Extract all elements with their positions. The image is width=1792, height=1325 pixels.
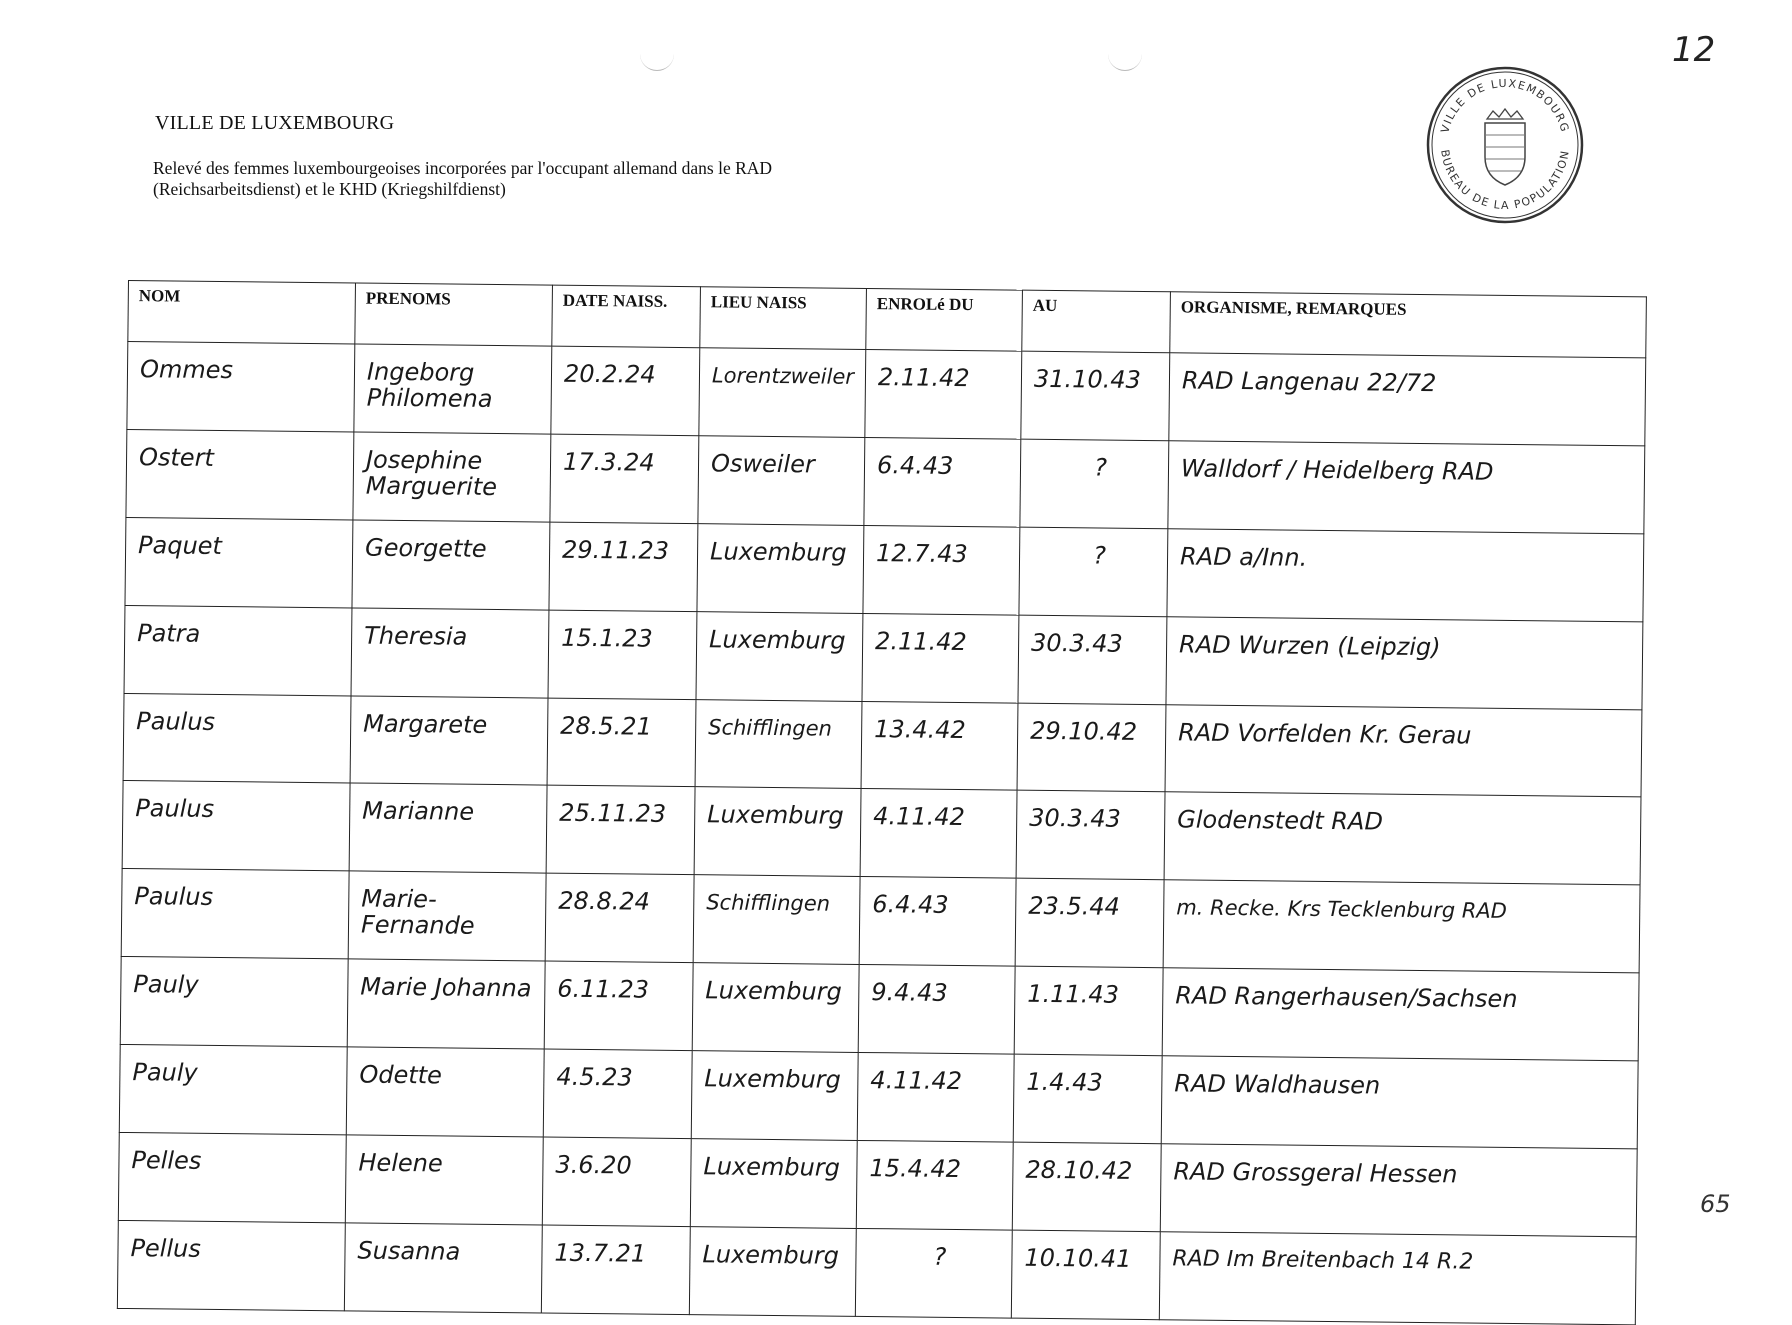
- cell-remarques: RAD Langenau 22/72: [1169, 353, 1646, 446]
- cell-nom: Patra: [124, 605, 352, 695]
- cell-enrole-du: 4.11.42: [857, 1053, 1014, 1143]
- cell-au: ?: [1020, 439, 1169, 528]
- cell-nom: Ommes: [127, 342, 355, 432]
- cell-remarques: Glodenstedt RAD: [1164, 792, 1641, 885]
- punch-hole-left: [640, 52, 674, 71]
- header-description: Relevé des femmes luxembourgeoises incorporées par l'occupant allemand dans le RAD (Reichsarbeitsdienst) et le KHD (Kriegshilfdienst): [153, 158, 773, 199]
- cell-au: 28.10.42: [1012, 1142, 1161, 1231]
- cell-enrole-du: 12.7.43: [863, 525, 1020, 615]
- cell-lieu-naiss: Lorentzweiler: [699, 348, 866, 438]
- column-header: ORGANISME, REMARQUES: [1170, 292, 1647, 358]
- table-row: [117, 1220, 1636, 1324]
- cell-date-naiss: 25.11.23: [546, 786, 695, 875]
- cell-remarques: RAD Vorfelden Kr. Gerau: [1165, 704, 1642, 797]
- cell-nom: Pelles: [118, 1132, 346, 1222]
- cell-date-naiss: 20.2.24: [551, 346, 700, 435]
- table-row: [123, 693, 1642, 797]
- cell-nom: Pellus: [117, 1220, 345, 1310]
- cell-date-naiss: 17.3.24: [550, 434, 699, 523]
- column-header: NOM: [128, 281, 356, 344]
- cell-au: 1.4.43: [1013, 1054, 1162, 1143]
- cell-prenoms: Helene: [345, 1135, 543, 1225]
- svg-text:BUREAU DE LA POPULATION: [1438, 149, 1572, 212]
- cell-enrole-du: 9.4.43: [858, 965, 1015, 1055]
- cell-nom: Paulus: [122, 781, 350, 871]
- cell-enrole-du: 13.4.42: [861, 701, 1018, 791]
- coat-of-arms-icon: [1485, 109, 1525, 185]
- cell-lieu-naiss: Luxemburg: [697, 523, 864, 613]
- cell-nom: Ostert: [126, 429, 354, 519]
- stamp-top-text: VILLE DE LUXEMBOURG: [1438, 76, 1572, 135]
- cell-au: 23.5.44: [1015, 878, 1164, 967]
- cell-au: ?: [1019, 527, 1168, 616]
- table-row: [127, 342, 1646, 446]
- cell-date-naiss: 28.5.21: [547, 698, 696, 787]
- header-city: VILLE DE LUXEMBOURG: [155, 112, 395, 134]
- cell-lieu-naiss: Osweiler: [698, 436, 865, 526]
- column-header: DATE NAISS.: [552, 285, 701, 348]
- cell-prenoms: Odette: [346, 1047, 544, 1137]
- cell-lieu-naiss: Luxemburg: [692, 963, 859, 1053]
- punch-hole-right: [1108, 52, 1142, 71]
- cell-prenoms: Ingeborg Philomena: [354, 344, 552, 434]
- table-row: [125, 517, 1644, 621]
- cell-enrole-du: 15.4.42: [856, 1140, 1013, 1230]
- ledger-table: [118, 280, 1645, 1275]
- stamp-bottom-text: BUREAU DE LA POPULATION: [1438, 148, 1572, 213]
- cell-remarques: RAD Rangerhausen/Sachsen: [1162, 968, 1639, 1061]
- table-row: [122, 781, 1641, 885]
- cell-date-naiss: 6.11.23: [544, 961, 693, 1050]
- svg-text:VILLE DE LUXEMBOURG: [1438, 77, 1571, 134]
- cell-au: 30.3.43: [1018, 615, 1167, 704]
- cell-prenoms: Marie Johanna: [347, 959, 545, 1049]
- cell-prenoms: Marianne: [349, 783, 547, 873]
- column-header: ENROLé DU: [866, 288, 1023, 351]
- cell-enrole-du: 6.4.43: [859, 877, 1016, 967]
- page-number-bottom: 65: [1700, 1190, 1731, 1218]
- cell-prenoms: Susanna: [344, 1223, 542, 1313]
- cell-remarques: Walldorf / Heidelberg RAD: [1168, 441, 1645, 534]
- table-row: [119, 1045, 1638, 1149]
- table-row: [118, 1132, 1637, 1236]
- cell-au: 1.11.43: [1014, 966, 1163, 1055]
- cell-lieu-naiss: Luxemburg: [694, 787, 861, 877]
- cell-remarques: RAD Wurzen (Leipzig): [1166, 616, 1643, 709]
- cell-remarques: RAD a/Inn.: [1167, 529, 1644, 622]
- cell-au: 29.10.42: [1017, 703, 1166, 792]
- cell-remarques: m. Recke. Krs Tecklenburg RAD: [1163, 880, 1640, 973]
- cell-date-naiss: 13.7.21: [541, 1225, 690, 1314]
- cell-enrole-du: 2.11.42: [862, 613, 1019, 703]
- cell-date-naiss: 28.8.24: [545, 873, 694, 962]
- table-row: [120, 957, 1639, 1061]
- column-header: LIEU NAISS: [700, 287, 867, 350]
- cell-prenoms: Margarete: [350, 696, 548, 786]
- cell-lieu-naiss: Luxemburg: [696, 611, 863, 701]
- cell-date-naiss: 3.6.20: [542, 1137, 691, 1226]
- official-stamp: [1425, 65, 1585, 225]
- cell-enrole-du: ?: [855, 1228, 1012, 1318]
- cell-date-naiss: 15.1.23: [548, 610, 697, 699]
- page-number: 12: [1672, 30, 1716, 70]
- table-row: [121, 869, 1640, 973]
- cell-au: 10.10.41: [1011, 1230, 1160, 1319]
- cell-enrole-du: 2.11.42: [865, 349, 1022, 439]
- cell-nom: Paulus: [121, 869, 349, 959]
- cell-nom: Pauly: [119, 1045, 347, 1135]
- cell-au: 31.10.43: [1021, 351, 1170, 440]
- cell-lieu-naiss: Luxemburg: [691, 1051, 858, 1141]
- column-header: PRENOMS: [355, 283, 553, 346]
- cell-enrole-du: 6.4.43: [864, 437, 1021, 527]
- cell-nom: Pauly: [120, 957, 348, 1047]
- cell-remarques: RAD Waldhausen: [1161, 1056, 1638, 1149]
- table-row: [126, 429, 1645, 533]
- cell-remarques: RAD Grossgeral Hessen: [1160, 1144, 1637, 1237]
- cell-prenoms: Josephine Marguerite: [353, 432, 551, 522]
- cell-prenoms: Marie-Fernande: [348, 871, 546, 961]
- cell-prenoms: Theresia: [351, 608, 549, 698]
- cell-date-naiss: 29.11.23: [549, 522, 698, 611]
- cell-lieu-naiss: Schifflingen: [693, 875, 860, 965]
- cell-date-naiss: 4.5.23: [543, 1049, 692, 1138]
- table-row: [124, 605, 1643, 709]
- cell-prenoms: Georgette: [352, 520, 550, 610]
- cell-nom: Paulus: [123, 693, 351, 783]
- cell-lieu-naiss: Schifflingen: [695, 699, 862, 789]
- cell-au: 30.3.43: [1016, 791, 1165, 880]
- cell-nom: Paquet: [125, 517, 353, 607]
- column-header: AU: [1022, 290, 1171, 353]
- cell-lieu-naiss: Luxemburg: [689, 1227, 856, 1317]
- cell-enrole-du: 4.11.42: [860, 789, 1017, 879]
- cell-remarques: RAD Im Breitenbach 14 R.2: [1159, 1232, 1636, 1325]
- cell-lieu-naiss: Luxemburg: [690, 1139, 857, 1229]
